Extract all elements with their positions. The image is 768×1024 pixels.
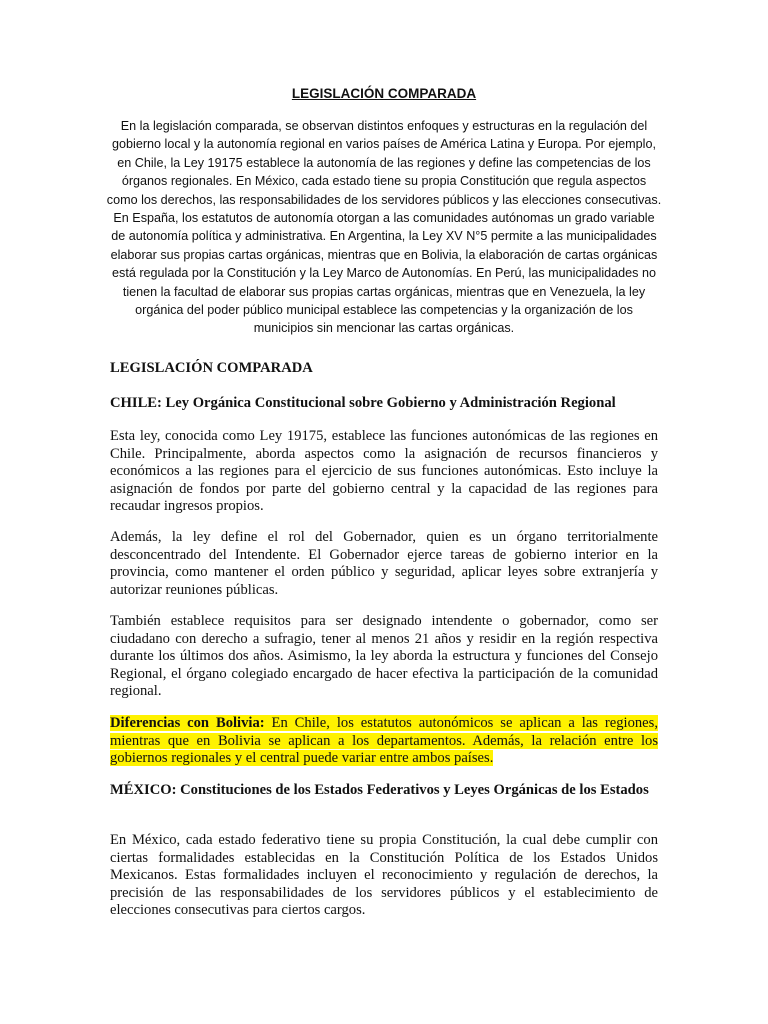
bolivia-differences-paragraph: [110, 715, 658, 768]
bolivia-differences-text: En Chile, los estatutos autonómicos se aplican a las regiones, mientras que en Bolivia se aplican a los departamentos. Además, la relación entre los gobiernos regionales y el central puede variar entre ambos países.: [110, 715, 658, 767]
document-title: LEGISLACIÓN COMPARADA: [291, 86, 477, 101]
mexico-paragraph-1: En México, cada estado federativo tiene su propia Constitución, la cual debe cumplir con ciertas formalidades establecidas en la Constitución Política de los Estados Unidos Mexicanos. Estas formalidades incluyen el reconocimiento y regulación de derechos, la precisión de las responsabilidades de los servidores públicos y el establecimiento de elecciones consecutivas para ciertos cargos.: [110, 832, 658, 919]
chile-heading: CHILE: Ley Orgánica Constitucional sobre Gobierno y Administración Regional: [110, 395, 616, 411]
section-title: LEGISLACIÓN COMPARADA: [110, 360, 313, 376]
bolivia-differences-label: Diferencias con Bolivia:: [110, 715, 265, 731]
intro-paragraph: En la legislación comparada, se observan distintos enfoques y estructuras en la regulación del gobierno local y la autonomía regional en varios países de América Latina y Europa. Por ejemplo, en Chile, la Ley 19175 establece la autonomía de las regiones y define las competencias de los órganos regionales. En México, cada estado tiene su propia Constitución que regula aspectos como los derechos, las responsabilidades de los servidores públicos y las elecciones consecutivas. En España, los estatutos de autonomía otorgan a las comunidades autónomas un grado variable de autonomía política y administrativa. En Argentina, la Ley XV N°5 permite a las municipalidades elaborar sus propias cartas orgánicas, mientras que en Bolivia, la elaboración de cartas orgánicas está regulada por la Constitución y la Ley Marco de Autonomías. En Perú, las municipalidades no tienen la facultad de elaborar sus propias cartas orgánicas, mientras que en Venezuela, la ley orgánica del poder público municipal establece las competencias y la organización de los municipios sin mencionar las cartas orgánicas.: [106, 119, 662, 336]
chile-paragraph-1: Esta ley, conocida como Ley 19175, establece las funciones autonómicas de las regiones en Chile. Principalmente, aborda aspectos como la asignación de recursos financieros y económicos a las regiones para el ejercicio de sus funciones autonómicas. Esto incluye la asignación de fondos por parte del gobierno central y la capacidad de las regiones para recaudar ingresos propios.: [110, 428, 658, 515]
chile-paragraph-3: También establece requisitos para ser designado intendente o gobernador, como ser ciudadano con derecho a sufragio, tener al menos 21 años y residir en la región respectiva durante los últimos dos años. Asimismo, la ley aborda la estructura y funciones del Consejo Regional, el órgano colegiado encargado de hacer efectiva la participación de la comunidad regional.: [110, 613, 658, 700]
mexico-heading: MÉXICO: Constituciones de los Estados Federativos y Leyes Orgánicas de los Estados: [110, 782, 649, 798]
chile-paragraph-2: Además, la ley define el rol del Gobernador, quien es un órgano territorialmente desconcentrado del Intendente. El Gobernador ejerce tareas de gobierno interior en la provincia, como mantener el orden público y seguridad, aplicar leyes sobre extranjería y autorizar reuniones públicas.: [110, 529, 658, 598]
